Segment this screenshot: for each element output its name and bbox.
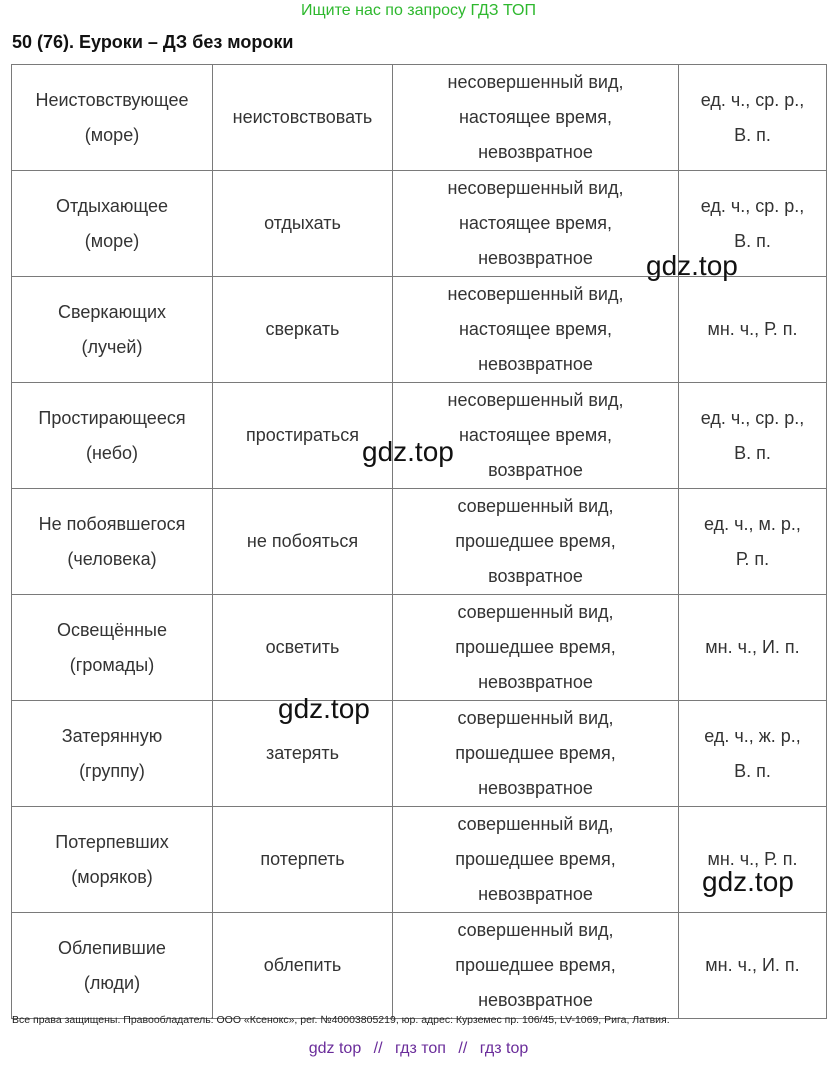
verb-cell-text: сверкать	[265, 319, 340, 339]
grammar-cell	[393, 913, 679, 1019]
copyright-notice: Все права защищены. Правообладатель: ООО «Ксенокс», рег. №40003805219, юр. адрес: Курземес пр. 106/45, LV-1069, Рига, Латвия.	[12, 1014, 670, 1026]
top-banner[interactable]: Ищите нас по запросу ГДЗ ТОП	[301, 2, 536, 19]
form-cell-line: ед. ч., ср. р.,	[700, 407, 805, 428]
grammar-cell-line: настоящее время,	[458, 107, 613, 127]
participle-cell-line: Простирающееся	[38, 407, 186, 428]
answer-table	[11, 64, 827, 1019]
watermark: gdz.top	[646, 250, 738, 281]
grammar-cell-line: невозвратное	[478, 672, 593, 692]
participle-cell-line: Затерянную	[61, 725, 163, 746]
participle-cell-line: (море)	[84, 124, 140, 145]
verb-cell-text: не побояться	[246, 531, 359, 551]
table-row	[12, 701, 827, 807]
grammar-cell-line: настоящее время,	[458, 213, 613, 233]
grammar-cell-line: прошедшее время,	[455, 955, 616, 975]
footer-link-gdz-top-mixed[interactable]: гдз top	[479, 1040, 529, 1057]
grammar-cell	[393, 171, 679, 277]
form-cell-line: мн. ч., И. п.	[705, 955, 800, 975]
form-cell-line: мн. ч., Р. п.	[707, 319, 798, 339]
grammar-cell-line: прошедшее время,	[455, 849, 616, 869]
form-cell	[679, 171, 827, 277]
participle-cell-line: Сверкающих	[57, 301, 167, 322]
participle-cell	[12, 913, 213, 1019]
verb-cell	[213, 65, 393, 171]
footer-link-gdz-top[interactable]: gdz top	[308, 1040, 362, 1057]
grammar-cell-line: прошедшее время,	[455, 531, 616, 551]
verb-cell	[213, 595, 393, 701]
grammar-cell-line: совершенный вид,	[457, 920, 614, 940]
grammar-cell	[393, 807, 679, 913]
grammar-cell-line: возвратное	[488, 460, 583, 480]
answer-table-body	[12, 65, 827, 1019]
grammar-cell	[393, 383, 679, 489]
table-row	[12, 595, 827, 701]
participle-cell-line: Освещённые	[56, 619, 168, 640]
verb-cell-text: облепить	[263, 955, 342, 975]
form-cell-line: ед. ч., ср. р.,	[700, 89, 805, 110]
participle-cell	[12, 277, 213, 383]
verb-cell	[213, 701, 393, 807]
verb-cell-text: неистовствовать	[232, 107, 373, 127]
verb-cell	[213, 383, 393, 489]
form-cell	[679, 383, 827, 489]
form-cell-line: ед. ч., ж. р.,	[704, 725, 801, 746]
footer-link-gdz-top-ru[interactable]: гдз топ	[395, 1040, 446, 1057]
participle-cell-line: Облепившие	[58, 937, 166, 958]
participle-cell	[12, 595, 213, 701]
grammar-cell-line: невозвратное	[478, 884, 593, 904]
grammar-cell-line: несовершенный вид,	[447, 390, 624, 410]
grammar-cell-line: совершенный вид,	[457, 708, 614, 728]
verb-cell-text: отдыхать	[264, 213, 341, 233]
participle-cell-line: (группу)	[79, 760, 145, 781]
participle-cell	[12, 171, 213, 277]
participle-cell-line: (моряков)	[71, 866, 153, 887]
table-row	[12, 65, 827, 171]
watermark: gdz.top	[278, 693, 370, 724]
grammar-cell-line: невозвратное	[478, 354, 593, 374]
form-cell-line: ед. ч., ср. р.,	[700, 195, 805, 216]
form-cell	[679, 913, 827, 1019]
grammar-cell-line: невозвратное	[478, 778, 593, 798]
participle-cell-line: Не побоявшегося	[38, 513, 186, 534]
grammar-cell-line: несовершенный вид,	[447, 72, 624, 92]
grammar-cell	[393, 65, 679, 171]
verb-cell-text: осветить	[265, 637, 340, 657]
form-cell	[679, 65, 827, 171]
footer-links	[0, 1040, 837, 1058]
grammar-cell-line: совершенный вид,	[457, 814, 614, 834]
grammar-cell-line: возвратное	[488, 566, 583, 586]
form-cell	[679, 807, 827, 913]
verb-cell	[213, 489, 393, 595]
grammar-cell-line: несовершенный вид,	[447, 284, 624, 304]
grammar-cell-line: совершенный вид,	[457, 496, 614, 516]
form-cell-line: В. п.	[734, 760, 771, 781]
footer-separator: //	[373, 1040, 383, 1057]
form-cell-line: В. п.	[734, 124, 771, 145]
form-cell-line: В. п.	[734, 230, 771, 251]
verb-cell-text: затерять	[265, 743, 340, 763]
form-cell	[679, 595, 827, 701]
verb-cell-text: потерпеть	[260, 849, 345, 869]
participle-cell	[12, 701, 213, 807]
participle-cell-line: Отдыхающее	[55, 195, 169, 216]
page-title: 50 (76). Еуроки – ДЗ без мороки	[12, 32, 294, 52]
grammar-cell-line: невозвратное	[478, 248, 593, 268]
form-cell-line: Р. п.	[735, 548, 770, 569]
participle-cell-line: (громады)	[69, 654, 155, 675]
verb-cell-text: простираться	[245, 425, 360, 445]
form-cell	[679, 701, 827, 807]
grammar-cell-line: настоящее время,	[458, 319, 613, 339]
participle-cell	[12, 383, 213, 489]
table-row	[12, 913, 827, 1019]
participle-cell-line: (небо)	[85, 442, 139, 463]
grammar-cell-line: невозвратное	[478, 990, 593, 1010]
footer-separator: //	[458, 1040, 468, 1057]
grammar-cell-line: невозвратное	[478, 142, 593, 162]
watermark: gdz.top	[362, 436, 454, 467]
grammar-cell-line: совершенный вид,	[457, 602, 614, 622]
verb-cell	[213, 171, 393, 277]
form-cell-line: мн. ч., Р. п.	[707, 849, 798, 869]
grammar-cell	[393, 277, 679, 383]
participle-cell-line: Потерпевших	[55, 831, 169, 852]
form-cell	[679, 277, 827, 383]
verb-cell	[213, 913, 393, 1019]
table-row	[12, 383, 827, 489]
participle-cell-line: (лучей)	[81, 336, 143, 357]
form-cell-line: В. п.	[734, 442, 771, 463]
watermark: gdz.top	[702, 866, 794, 897]
table-row	[12, 807, 827, 913]
grammar-cell	[393, 701, 679, 807]
grammar-cell-line: несовершенный вид,	[447, 178, 624, 198]
participle-cell-line: (человека)	[67, 548, 157, 569]
grammar-cell	[393, 595, 679, 701]
table-row	[12, 277, 827, 383]
grammar-cell	[393, 489, 679, 595]
participle-cell-line: (люди)	[83, 972, 141, 993]
participle-cell-line: (море)	[84, 230, 140, 251]
participle-cell-line: Неистовствующее	[35, 89, 189, 110]
form-cell-line: ед. ч., м. р.,	[704, 513, 801, 534]
participle-cell	[12, 489, 213, 595]
grammar-cell-line: прошедшее время,	[455, 743, 616, 763]
participle-cell	[12, 65, 213, 171]
verb-cell	[213, 807, 393, 913]
grammar-cell-line: настоящее время,	[458, 425, 613, 445]
table-row	[12, 171, 827, 277]
grammar-cell-line: прошедшее время,	[455, 637, 616, 657]
form-cell	[679, 489, 827, 595]
table-row	[12, 489, 827, 595]
verb-cell	[213, 277, 393, 383]
form-cell-line: мн. ч., И. п.	[705, 637, 800, 657]
participle-cell	[12, 807, 213, 913]
